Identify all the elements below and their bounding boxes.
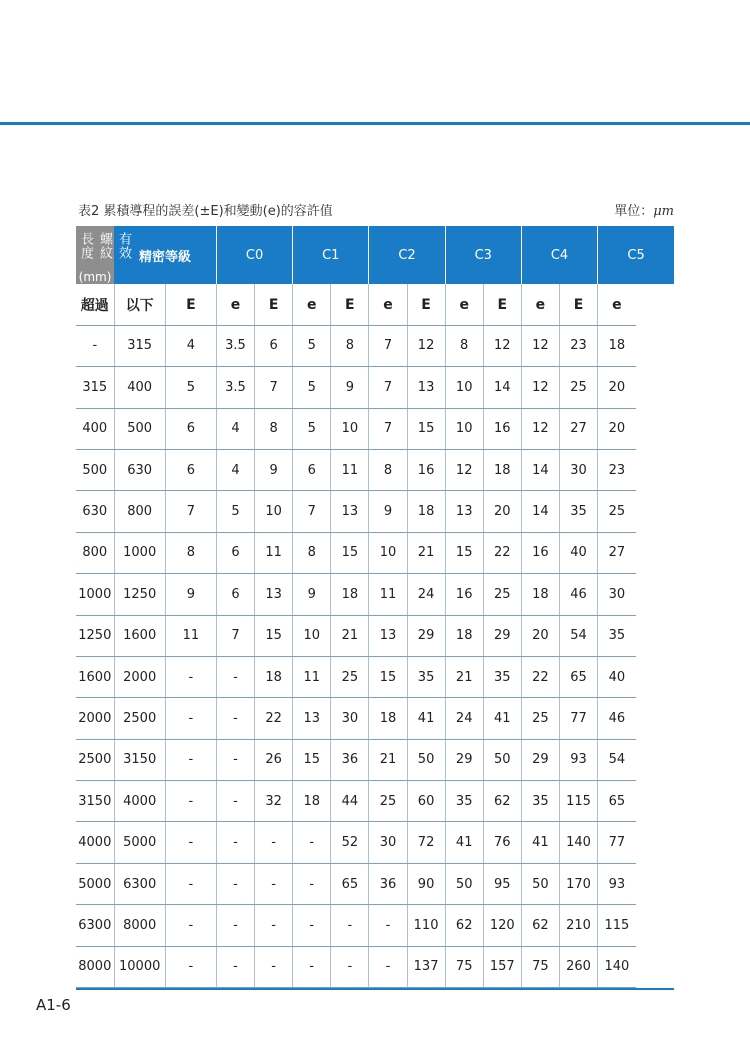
tolerance-value-cell: 11 [331,449,369,490]
tolerance-value-cell: 12 [407,325,445,366]
tolerance-value-cell: 46 [559,574,597,615]
length-under-cell: 3150 [114,739,165,780]
tolerance-value-cell: - [369,946,407,987]
tolerance-value-cell: 7 [369,408,407,449]
tolerance-value-cell: - [255,905,293,946]
tolerance-value-cell: 13 [369,615,407,656]
tolerance-value-cell: 41 [407,698,445,739]
under-label: 以下 [114,284,165,325]
length-under-cell: 315 [114,325,165,366]
tolerance-value-cell: - [255,863,293,904]
length-under-cell: 500 [114,408,165,449]
tolerance-value-cell: 18 [255,656,293,697]
length-over-cell: 6300 [76,905,114,946]
tolerance-value-cell: 140 [559,822,597,863]
table-row [76,408,674,449]
table-row [76,781,674,822]
tolerance-value-cell: 35 [559,491,597,532]
length-under-cell: 1000 [114,532,165,573]
tolerance-value-cell: 23 [559,325,597,366]
tolerance-value-cell: 30 [369,822,407,863]
tolerance-value-cell: 11 [255,532,293,573]
tolerance-value-cell: 41 [521,822,559,863]
tolerance-value-cell: 5 [293,408,331,449]
tolerance-value-cell: 75 [445,946,483,987]
tolerance-value-cell: - [165,905,216,946]
tolerance-value-cell: 41 [483,698,521,739]
tolerance-value-cell: 25 [598,491,636,532]
tolerance-value-cell: 12 [483,325,521,366]
tolerance-value-cell: 8 [445,325,483,366]
tolerance-value-cell: 7 [216,615,254,656]
tolerance-value-cell: 12 [521,408,559,449]
grade-c5: C5 [598,226,674,284]
tolerance-value-cell: 12 [445,449,483,490]
tolerance-value-cell: 5 [293,367,331,408]
length-over-cell: 630 [76,491,114,532]
tolerance-value-cell: 13 [255,574,293,615]
subheader-row [76,284,674,325]
tolerance-value-cell: 93 [559,739,597,780]
tolerance-value-cell: - [216,946,254,987]
tolerance-value-cell: - [255,822,293,863]
tolerance-value-cell: 13 [407,367,445,408]
length-under-cell: 4000 [114,781,165,822]
tolerance-value-cell: 76 [483,822,521,863]
tolerance-value-cell: 4 [165,325,216,366]
tolerance-value-cell: - [255,946,293,987]
tolerance-value-cell: 24 [445,698,483,739]
tolerance-value-cell: 65 [598,781,636,822]
tolerance-value-cell: 29 [445,739,483,780]
length-over-cell: - [76,325,114,366]
tolerance-value-cell: 15 [331,532,369,573]
tolerance-value-cell: 52 [331,822,369,863]
c1-e-label: e [293,284,331,325]
tolerance-value-cell: 18 [483,449,521,490]
tolerance-value-cell: 157 [483,946,521,987]
length-under-cell: 2500 [114,698,165,739]
tolerance-value-cell: 10 [369,532,407,573]
length-under-cell: 2000 [114,656,165,697]
tolerance-value-cell: 10 [293,615,331,656]
tolerance-value-cell: 115 [559,781,597,822]
c5-E-label: E [559,284,597,325]
tolerance-value-cell: 4 [216,449,254,490]
unit-label [614,200,674,219]
tolerance-value-cell: 6 [165,449,216,490]
tolerance-value-cell: - [293,946,331,987]
tolerance-value-cell: 18 [445,615,483,656]
tolerance-value-cell: 35 [598,615,636,656]
c3-E-label: E [407,284,445,325]
tolerance-value-cell: 26 [255,739,293,780]
tolerance-value-cell: 15 [369,656,407,697]
tolerance-value-cell: 29 [521,739,559,780]
tolerance-value-cell: 6 [216,574,254,615]
tolerance-value-cell: 13 [331,491,369,532]
tolerance-value-cell: 7 [255,367,293,408]
tolerance-value-cell: 30 [559,449,597,490]
tolerance-value-cell: 50 [483,739,521,780]
c0-e-label: e [216,284,254,325]
tolerance-value-cell: 16 [483,408,521,449]
tolerance-value-cell: 27 [598,532,636,573]
length-over-cell: 400 [76,408,114,449]
tolerance-value-cell: 16 [407,449,445,490]
tolerance-value-cell: - [216,739,254,780]
tolerance-value-cell: - [293,863,331,904]
table-row [76,698,674,739]
tolerance-value-cell: - [293,822,331,863]
tolerance-value-cell: 50 [407,739,445,780]
tolerance-value-cell: - [369,905,407,946]
length-over-cell: 8000 [76,946,114,987]
table-caption: 表2 累積導程的誤差(±E)和變動(e)的容許值 [78,204,333,219]
c4-e-label: e [521,284,559,325]
tolerance-value-cell: 35 [521,781,559,822]
length-over-cell: 315 [76,367,114,408]
length-under-cell: 5000 [114,822,165,863]
tolerance-value-cell: 20 [483,491,521,532]
tolerance-value-cell: 9 [165,574,216,615]
tolerance-value-cell: 16 [521,532,559,573]
tolerance-value-cell: - [165,822,216,863]
tolerance-value-cell: 170 [559,863,597,904]
tolerance-value-cell: 5 [293,325,331,366]
length-over-cell: 5000 [76,863,114,904]
c5-e-label: e [598,284,636,325]
tolerance-value-cell: 36 [369,863,407,904]
grade-c0: C0 [216,226,292,284]
tolerance-value-cell: 95 [483,863,521,904]
side-label-cell [76,226,131,285]
tolerance-value-cell: 29 [407,615,445,656]
c0-E-label: E [165,284,216,325]
length-under-cell: 1250 [114,574,165,615]
tolerance-value-cell: 12 [521,325,559,366]
tolerance-value-cell: - [216,863,254,904]
side-unit: (mm) [78,270,112,285]
tolerance-value-cell: 22 [521,656,559,697]
tolerance-value-cell: 11 [165,615,216,656]
tolerance-value-cell: 8 [331,325,369,366]
tolerance-value-cell: 7 [293,491,331,532]
length-over-cell: 500 [76,449,114,490]
tolerance-value-cell: 44 [331,781,369,822]
tolerance-value-cell: 40 [598,656,636,697]
tolerance-value-cell: 75 [521,946,559,987]
unit-text: 單位： [614,204,654,219]
tolerance-value-cell: 15 [407,408,445,449]
tolerance-value-cell: 62 [483,781,521,822]
tolerance-value-cell: 72 [407,822,445,863]
tolerance-value-cell: 13 [445,491,483,532]
tolerance-value-cell: 20 [598,408,636,449]
tolerance-value-cell: - [216,656,254,697]
tolerance-table [76,226,674,988]
tolerance-value-cell: 13 [293,698,331,739]
table-row [76,615,674,656]
tolerance-value-cell: 5 [165,367,216,408]
tolerance-value-cell: 8 [255,408,293,449]
tolerance-value-cell: - [165,739,216,780]
tolerance-value-cell: - [216,905,254,946]
tolerance-value-cell: 21 [407,532,445,573]
tolerance-value-cell: - [331,905,369,946]
table-row [76,656,674,697]
tolerance-value-cell: 10 [445,367,483,408]
tolerance-value-cell: 7 [369,325,407,366]
tolerance-value-cell: 35 [407,656,445,697]
tolerance-value-cell: 18 [293,781,331,822]
grade-c1: C1 [293,226,369,284]
tolerance-value-cell: 8 [165,532,216,573]
tolerance-value-cell: 21 [445,656,483,697]
tolerance-value-cell: - [216,698,254,739]
side-label: 有效螺紋長度 [78,232,131,261]
tolerance-value-cell: 15 [255,615,293,656]
table-row [76,946,674,987]
unit-symbol: μm [653,204,674,219]
tolerance-value-cell: - [165,781,216,822]
tolerance-value-cell: - [216,781,254,822]
length-over-cell: 2500 [76,739,114,780]
tolerance-value-cell: 16 [445,574,483,615]
table-row [76,905,674,946]
table-row [76,491,674,532]
table-row [76,822,674,863]
table-row [76,325,674,366]
tolerance-value-cell: 22 [483,532,521,573]
tolerance-value-cell: - [331,946,369,987]
tolerance-value-cell: 210 [559,905,597,946]
tolerance-value-cell: 62 [445,905,483,946]
tolerance-value-cell: 22 [255,698,293,739]
tolerance-value-cell: 29 [483,615,521,656]
header-rule [0,122,750,125]
tolerance-value-cell: 14 [521,449,559,490]
tolerance-value-cell: 35 [445,781,483,822]
tolerance-value-cell: 15 [445,532,483,573]
tolerance-value-cell: - [216,822,254,863]
length-under-cell: 630 [114,449,165,490]
tolerance-value-cell: 54 [559,615,597,656]
tolerance-value-cell: 18 [521,574,559,615]
tolerance-value-cell: 14 [521,491,559,532]
tolerance-value-cell: 30 [598,574,636,615]
tolerance-value-cell: - [165,946,216,987]
tolerance-value-cell: 77 [559,698,597,739]
table-row [76,739,674,780]
c4-E-label: E [483,284,521,325]
table-row [76,449,674,490]
grade-c3: C3 [445,226,521,284]
tolerance-value-cell: 21 [369,739,407,780]
tolerance-value-cell: 7 [369,367,407,408]
tolerance-value-cell: 140 [598,946,636,987]
tolerance-value-cell: 8 [369,449,407,490]
length-under-cell: 400 [114,367,165,408]
tolerance-value-cell: 14 [483,367,521,408]
tolerance-value-cell: 25 [559,367,597,408]
tolerance-value-cell: 50 [521,863,559,904]
tolerance-value-cell: 40 [559,532,597,573]
grade-header-row [76,226,674,284]
tolerance-value-cell: 32 [255,781,293,822]
length-over-cell: 4000 [76,822,114,863]
tolerance-value-cell: 15 [293,739,331,780]
tolerance-value-cell: 18 [598,325,636,366]
tolerance-value-cell: 110 [407,905,445,946]
tolerance-value-cell: 65 [331,863,369,904]
c2-E-label: E [331,284,369,325]
table-row [76,863,674,904]
tolerance-value-cell: 18 [369,698,407,739]
tolerance-value-cell: 4 [216,408,254,449]
tolerance-value-cell: 8 [293,532,331,573]
tolerance-value-cell: 6 [165,408,216,449]
tolerance-value-cell: 24 [407,574,445,615]
length-under-cell: 6300 [114,863,165,904]
tolerance-value-cell: 27 [559,408,597,449]
table-bottom-rule [76,988,674,990]
tolerance-value-cell: 35 [483,656,521,697]
tolerance-value-cell: 93 [598,863,636,904]
grade-label: 精密等級 [114,226,216,284]
c1-E-label: E [255,284,293,325]
length-over-cell: 1250 [76,615,114,656]
tolerance-value-cell: 25 [331,656,369,697]
tolerance-value-cell: 115 [598,905,636,946]
length-under-cell: 800 [114,491,165,532]
tolerance-value-cell: 25 [521,698,559,739]
tolerance-value-cell: 260 [559,946,597,987]
tolerance-value-cell: 25 [483,574,521,615]
tolerance-value-cell: 18 [407,491,445,532]
tolerance-value-cell: 23 [598,449,636,490]
tolerance-value-cell: 65 [559,656,597,697]
length-over-cell: 1600 [76,656,114,697]
length-under-cell: 10000 [114,946,165,987]
table-row [76,574,674,615]
tolerance-value-cell: 90 [407,863,445,904]
tolerance-value-cell: 36 [331,739,369,780]
tolerance-value-cell: - [165,698,216,739]
tolerance-value-cell: - [165,656,216,697]
tolerance-value-cell: - [165,863,216,904]
tolerance-value-cell: 18 [331,574,369,615]
tolerance-value-cell: 21 [331,615,369,656]
tolerance-value-cell: 41 [445,822,483,863]
tolerance-value-cell: 137 [407,946,445,987]
tolerance-value-cell: 9 [331,367,369,408]
tolerance-value-cell: 46 [598,698,636,739]
tolerance-value-cell: 25 [369,781,407,822]
tolerance-value-cell: 9 [293,574,331,615]
over-label: 超過 [76,284,114,325]
page-number: A1-6 [36,996,71,1014]
tolerance-value-cell: 11 [293,656,331,697]
c3-e-label: e [445,284,483,325]
tolerance-value-cell: 10 [445,408,483,449]
tolerance-value-cell: - [293,905,331,946]
tolerance-value-cell: 3.5 [216,325,254,366]
tolerance-value-cell: 77 [598,822,636,863]
length-under-cell: 1600 [114,615,165,656]
tolerance-value-cell: 9 [255,449,293,490]
length-over-cell: 3150 [76,781,114,822]
length-under-cell: 8000 [114,905,165,946]
tolerance-value-cell: 54 [598,739,636,780]
tolerance-value-cell: 11 [369,574,407,615]
tolerance-value-cell: 50 [445,863,483,904]
tolerance-value-cell: 120 [483,905,521,946]
tolerance-value-cell: 60 [407,781,445,822]
tolerance-value-cell: 3.5 [216,367,254,408]
tolerance-value-cell: 62 [521,905,559,946]
length-over-cell: 2000 [76,698,114,739]
tolerance-value-cell: 12 [521,367,559,408]
length-over-cell: 1000 [76,574,114,615]
tolerance-value-cell: 7 [165,491,216,532]
c2-e-label: e [369,284,407,325]
tolerance-value-cell: 6 [293,449,331,490]
tolerance-value-cell: 10 [331,408,369,449]
tolerance-value-cell: 30 [331,698,369,739]
grade-c4: C4 [521,226,597,284]
tolerance-value-cell: 5 [216,491,254,532]
tolerance-value-cell: 10 [255,491,293,532]
tolerance-value-cell: 6 [255,325,293,366]
table-row [76,367,674,408]
length-over-cell: 800 [76,532,114,573]
grade-c2: C2 [369,226,445,284]
tolerance-table-wrapper [76,226,674,988]
tolerance-value-cell: 20 [598,367,636,408]
tolerance-value-cell: 20 [521,615,559,656]
tolerance-value-cell: 9 [369,491,407,532]
table-row [76,532,674,573]
tolerance-value-cell: 6 [216,532,254,573]
